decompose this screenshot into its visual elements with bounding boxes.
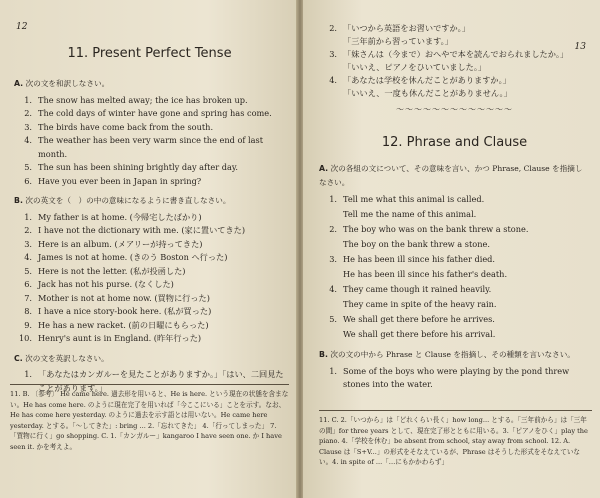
page-number-left: 12 [16,22,28,32]
section-a-text: 次の文を和訳しなさい。 [25,79,110,88]
item-line: The snow has melted away; the ice has broken up. [38,94,248,105]
section-c-text: 次の文を英訳しなさい。 [25,353,109,363]
continued-list [319,22,590,100]
item-text [38,292,285,306]
item-number: 10. [18,333,32,343]
item-text [38,134,285,161]
list-item [14,292,285,306]
item-line: Henry's aunt is in England. (昨年行った) [38,333,202,343]
item-text [38,278,285,292]
list-item [14,94,285,108]
list-item [14,134,285,161]
section-a-instruction [14,77,285,91]
item-line: He has a new racket. (前の日曜にもらった) [38,319,209,330]
item-line: We shall get there before he arrives. [343,314,495,324]
item-text [343,48,590,74]
item-text [343,22,590,48]
item-text [38,211,285,225]
r-section-a-label: A. [319,164,329,173]
item-line: 「いつから英語をお習いですか。」 [343,23,470,33]
list-item [14,251,285,265]
item-text [38,332,285,346]
list-item [319,222,590,252]
item-text [343,312,590,342]
item-number: 2. [24,225,32,235]
item-line-2: Tell me the name of this animal. [343,209,477,219]
list-item [319,48,590,74]
item-line: Mother is not at home now. (買物に行った) [38,292,210,303]
list-item [14,238,285,252]
item-line-2: 「三年前から習っています。」 [343,36,453,46]
left-page [0,0,297,498]
item-text [343,222,590,252]
r-section-a-instruction [319,162,590,189]
item-number: 2. [24,108,32,118]
item-text [38,305,285,319]
item-number: 3. [24,121,32,132]
list-item [319,74,590,100]
item-number: 4. [24,135,32,145]
item-line: Jack has not his purse. (なくした) [38,279,174,289]
item-line: They came though it rained heavily. [343,284,492,294]
list-item [14,107,285,121]
item-line-2: He has been ill since his father's death. [343,269,508,279]
list-item [14,161,285,175]
item-number: 1. [24,369,32,379]
chapter-title-12: 12. Phrase and Clause [381,135,528,150]
item-text [343,74,590,100]
item-text [343,282,590,312]
item-number: 6. [24,175,32,186]
list-item [319,192,590,222]
item-text [38,224,285,238]
item-line-2: They came in spite of the heavy rain. [343,299,497,309]
item-line-2: We shall get there before his arrival. [343,329,496,339]
item-line: The boy who was on the bank threw a stone. [343,224,529,234]
item-line: Tell me what this animal is called. [343,194,485,204]
item-text [38,319,285,333]
item-line: Here is an album. (メアリーが持ってきた) [38,238,203,249]
item-number: 5. [329,314,337,324]
right-page [303,0,600,498]
section-divider: 〜〜〜〜〜〜〜〜〜〜〜〜〜 [396,105,513,114]
item-line: The weather has been very warm since the end of last month. [38,135,264,159]
list-item [14,319,285,333]
item-text [38,251,285,265]
item-line: My father is at home. (今帰宅したばかり) [38,211,202,222]
item-number: 5. [24,265,32,276]
item-line: 「あなたは学校を休んだことがありますか。」 [343,75,511,85]
item-line: 「妹さんは（今まで）おへやで本を読んでおられましたか。」 [343,49,569,59]
section-b-instruction [14,194,285,208]
item-text [38,94,285,108]
item-text [38,265,285,279]
item-text [343,192,590,222]
list-item [319,312,590,342]
item-text [38,238,285,252]
footnotes-right: 11. C. 2.「いつから」は「どれくらい長く」how long... とする。「三年前から」は「三年の間」for three years として、現在完了形とともに用いる。3.「ピアノをひく」play the piano. 4.「学校を休む」be absent from school, stay away from school. 12. A. Clause は「S+V...」の形式をそなえているが、Phrase はそうした形式をそなえていない。4. in spite of ...「…にもかかわらず」 [319,410,592,468]
section-b-list [14,211,285,346]
item-line-2: The boy on the bank threw a stone. [343,239,490,249]
item-number: 2. [329,23,337,33]
item-line: 「あなたはカンガルーを見たことがありますか。」「はい、二回見たことがあります。」 [38,369,284,393]
item-number: 7. [24,292,32,303]
r-section-a-text: 次の各組の文について、その意味を言い、かつ Phrase, Clause を指摘しなさい。 [319,164,583,187]
item-text [343,365,590,392]
list-item [14,224,285,238]
section-b-label: B. [14,196,23,205]
item-number: 5. [24,162,32,172]
section-b-text: 次の英文を（ ）の中の意味になるように書き直しなさい。 [25,196,231,205]
chapter-title-11: 11. Present Perfect Tense [67,46,232,61]
item-number: 1. [24,94,32,105]
item-text [38,161,285,175]
item-line: Here is not the letter. (私が投函した) [38,265,186,276]
item-text [38,175,285,189]
r-section-b-text: 次の文の中から Phrase と Clause を指摘し、その種類を言いなさい。 [330,350,575,359]
item-number: 2. [329,224,337,234]
list-item [14,175,285,189]
list-item [319,22,590,48]
item-number: 1. [24,211,32,222]
item-line: I have not the dictionary with me. (家に置いてきた) [38,225,246,235]
r-section-b-label: B. [319,350,328,359]
r-section-b-instruction [319,348,590,362]
item-number: 3. [24,238,32,249]
item-line: The sun has been shining brightly day after day. [38,162,239,172]
item-text [38,121,285,135]
item-number: 3. [329,49,337,59]
item-number: 1. [329,365,337,376]
list-item [14,332,285,346]
list-item [14,265,285,279]
list-item [319,252,590,282]
list-item [14,121,285,135]
item-line: The birds have come back from the south. [38,121,214,132]
item-number: 4. [24,252,32,262]
item-line: Have you ever been in Japan in spring? [38,175,202,186]
item-line: James is not at home. (きのう Boston へ行った) [38,252,228,262]
item-line-2: 「いいえ、ピアノをひいていました。」 [343,62,487,72]
item-line: I have a nice story-book here. (私が買った) [38,306,212,316]
list-item [319,365,590,392]
section-c-instruction [14,352,285,366]
item-number: 4. [329,75,337,85]
item-line: Some of the boys who were playing by the pond threw stones into the water. [343,365,570,389]
item-number: 4. [329,284,337,294]
list-item [14,305,285,319]
list-item [319,282,590,312]
item-number: 9. [24,319,32,330]
r-section-b-list [319,365,590,392]
list-item [14,211,285,225]
footnotes-left: 11. B. 〔参考〕 He came here. 過去形を用いると、He is here. という現在の状態を含まない。He has come here. のように現在完了を用いれば「今ここにいる」ことを示す。なお、He has come here yesterday. のように過去を示す語とは用いない。He came here yesterday. とする。「〜してきた」: bring ... 2.「忘れてきた」 4.「行ってしまった」 7.「買物に行く」go shopping. C. 1.「カンガルー」kangaroo I have seen one. か I have seen it. かを考えよ。 [10,384,289,452]
item-number: 8. [24,306,32,316]
r-section-a-list [319,192,590,342]
item-text [343,252,590,282]
item-text [38,107,285,121]
item-line: The cold days of winter have gone and spring has come. [38,108,272,118]
item-line: He has been ill since his father died. [343,254,496,264]
list-item [14,278,285,292]
section-a-label: A. [14,79,24,88]
section-c-label: C. [14,353,23,363]
item-number: 6. [24,279,32,289]
section-a-list [14,94,285,189]
item-number: 3. [329,254,337,264]
page-number-right: 13 [574,42,586,52]
item-number: 1. [329,194,337,204]
item-line-2: 「いいえ、一度も休んだことがありません。」 [343,88,512,98]
